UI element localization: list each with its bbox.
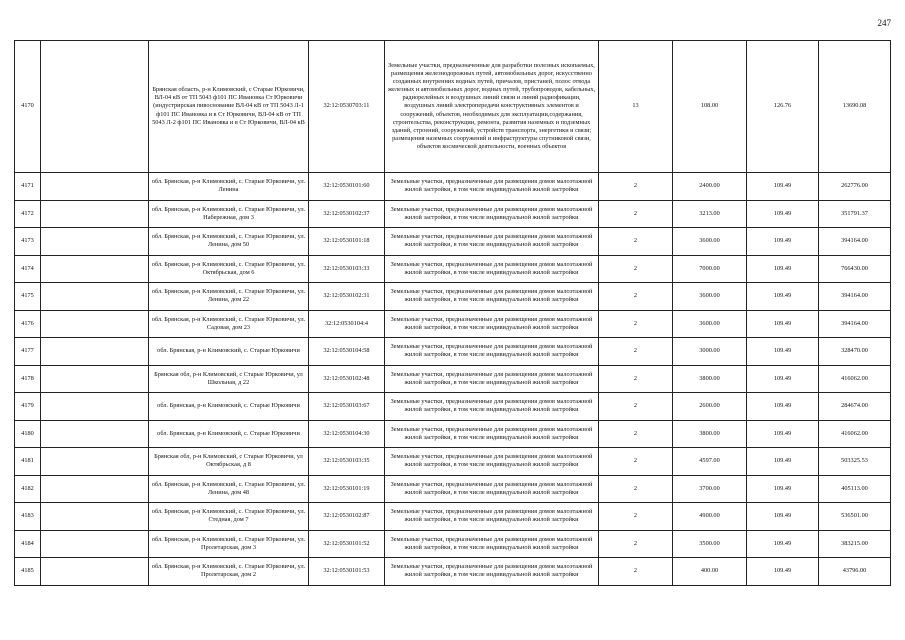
table-body: [15, 41, 891, 586]
area-cell: 108.00: [673, 41, 747, 173]
table-row: [15, 338, 891, 366]
cadastral-number-cell: 32:12:0530103:33: [309, 255, 385, 283]
cadastral-number-cell: 32:12:0530104:58: [309, 338, 385, 366]
row-number-cell: 4181: [15, 448, 41, 476]
address-cell: обл. Брянская, р-н Климовский, с. Старые Юрковичи, ул. Пролетарская, дом 3: [149, 530, 309, 558]
address-cell: обл. Брянская, р-н Климовский, с. Старые Юрковичи, ул. Октябрьская, дом 6: [149, 255, 309, 283]
empty-cell: [41, 420, 149, 448]
use-group-cell: 2: [599, 475, 673, 503]
address-cell: обл. Брянская, р-н Климовский, с. Старые Юрковичи, ул. Ленина: [149, 173, 309, 201]
address-cell: Брянская область, р-н Климовский, с Старые Юрковичи, ВЛ-04 кВ от ТП 5043 ф101 ПС Ивановка Ст Юрковичи (индустрирская пивоснование ВЛ-04 кВ от ТП 5043 Л-1 ф101 ПС Ивановка и в Ст Юрковичи, ВЛ-04 кВ от ТП 5043 Л-2 ф101 ПС Ивановка и в Ст Юрковичи, ВЛ-04 кВ: [149, 41, 309, 173]
empty-cell: [41, 41, 149, 173]
page-number: 247: [877, 18, 891, 28]
area-cell: 4597.00: [673, 448, 747, 476]
specific-value-cell: 109.49: [747, 503, 819, 531]
cadastral-value-cell: 503325.53: [819, 448, 891, 476]
cadastral-value-cell: 394164.00: [819, 283, 891, 311]
permitted-use-cell: Земельные участки, предназначенные для размещения домов малоэтажной жилой застройки, в том числе индивидуальной жилой застройки: [385, 365, 599, 393]
area-cell: 3600.00: [673, 283, 747, 311]
permitted-use-cell: Земельные участки, предназначенные для размещения домов малоэтажной жилой застройки, в том числе индивидуальной жилой застройки: [385, 200, 599, 228]
permitted-use-cell: Земельные участки, предназначенные для размещения домов малоэтажной жилой застройки, в том числе индивидуальной жилой застройки: [385, 228, 599, 256]
row-number-cell: 4175: [15, 283, 41, 311]
address-cell: обл. Брянская, р-н Климовский, с. Старые Юрковичи, ул. Пролетарская, дом 2: [149, 558, 309, 586]
address-cell: обл. Брянская, р-н Климовский, с. Старые Юрковичи: [149, 393, 309, 421]
specific-value-cell: 109.49: [747, 255, 819, 283]
specific-value-cell: 109.49: [747, 420, 819, 448]
area-cell: 3800.00: [673, 365, 747, 393]
specific-value-cell: 109.49: [747, 283, 819, 311]
specific-value-cell: 109.49: [747, 475, 819, 503]
table-row: [15, 283, 891, 311]
permitted-use-cell: Земельные участки, предназначенные для размещения домов малоэтажной жилой застройки, в том числе индивидуальной жилой застройки: [385, 173, 599, 201]
specific-value-cell: 109.49: [747, 448, 819, 476]
empty-cell: [41, 475, 149, 503]
specific-value-cell: 109.49: [747, 310, 819, 338]
empty-cell: [41, 338, 149, 366]
row-number-cell: 4170: [15, 41, 41, 173]
row-number-cell: 4174: [15, 255, 41, 283]
use-group-cell: 2: [599, 283, 673, 311]
empty-cell: [41, 503, 149, 531]
cadastral-number-cell: 32:12:0530703:11: [309, 41, 385, 173]
row-number-cell: 4172: [15, 200, 41, 228]
cadastral-value-cell: 394164.00: [819, 310, 891, 338]
empty-cell: [41, 310, 149, 338]
table-row: [15, 365, 891, 393]
address-cell: обл. Брянская, р-н Климовский, с. Старые Юрковичи, ул. Садовая, дом 23: [149, 310, 309, 338]
use-group-cell: 2: [599, 558, 673, 586]
table-row: [15, 558, 891, 586]
table-row: [15, 393, 891, 421]
empty-cell: [41, 393, 149, 421]
table-row: [15, 530, 891, 558]
row-number-cell: 4177: [15, 338, 41, 366]
permitted-use-cell: Земельные участки, предназначенные для размещения домов малоэтажной жилой застройки, в том числе индивидуальной жилой застройки: [385, 530, 599, 558]
permitted-use-cell: Земельные участки, предназначенные для размещения домов малоэтажной жилой застройки, в том числе индивидуальной жилой застройки: [385, 503, 599, 531]
specific-value-cell: 109.49: [747, 558, 819, 586]
row-number-cell: 4180: [15, 420, 41, 448]
use-group-cell: 2: [599, 173, 673, 201]
use-group-cell: 2: [599, 448, 673, 476]
area-cell: 2600.00: [673, 393, 747, 421]
cadastral-number-cell: 32:12:0530101:53: [309, 558, 385, 586]
row-number-cell: 4182: [15, 475, 41, 503]
area-cell: 3600.00: [673, 228, 747, 256]
cadastral-value-cell: 284674.00: [819, 393, 891, 421]
permitted-use-cell: Земельные участки, предназначенные для размещения домов малоэтажной жилой застройки, в том числе индивидуальной жилой застройки: [385, 283, 599, 311]
area-cell: 4900.00: [673, 503, 747, 531]
row-number-cell: 4183: [15, 503, 41, 531]
table-row: [15, 173, 891, 201]
empty-cell: [41, 228, 149, 256]
specific-value-cell: 109.49: [747, 338, 819, 366]
address-cell: обл. Брянская, р-н Климовский, с. Старые Юрковичи: [149, 420, 309, 448]
row-number-cell: 4173: [15, 228, 41, 256]
empty-cell: [41, 558, 149, 586]
address-cell: обл. Брянская, р-н Климовский, с. Старые Юрковичи: [149, 338, 309, 366]
cadastral-number-cell: 32:12:0530104:4: [309, 310, 385, 338]
permitted-use-cell: Земельные участки, предназначенные для размещения домов малоэтажной жилой застройки, в том числе индивидуальной жилой застройки: [385, 255, 599, 283]
cadastral-value-cell: 766430.00: [819, 255, 891, 283]
use-group-cell: 13: [599, 41, 673, 173]
area-cell: 3600.00: [673, 310, 747, 338]
cadastral-number-cell: 32:12:0530101:60: [309, 173, 385, 201]
permitted-use-cell: Земельные участки, предназначенные для разработки полезных ископаемых, размещения железнодорожных путей, автомобильных дорог, искусственно созданных внутренних водных путей, причалов, пристаней, полос отвода железных и автомобильных дорог, водных путей, трубопроводов, кабельных, радиорелейных и воздушных линий связи и линий радиофикации, воздушных линий электропередачи конструктивных элементов и сооружений, объектов, необходимых для эксплуатации,содержания, строительства, реконструкции, ремонта, развития наземных и подземных зданий, строений, сооружений, устройств транспорта, энергетики и связи; размещения наземных сооружений и инфраструктуры спутниковой связи, объектов космической деятельности, военных объектов: [385, 41, 599, 173]
cadastral-value-cell: 383215.00: [819, 530, 891, 558]
cadastral-number-cell: 32:12:0530101:18: [309, 228, 385, 256]
cadastral-value-cell: 416062.00: [819, 420, 891, 448]
row-number-cell: 4185: [15, 558, 41, 586]
permitted-use-cell: Земельные участки, предназначенные для размещения домов малоэтажной жилой застройки, в том числе индивидуальной жилой застройки: [385, 558, 599, 586]
specific-value-cell: 126.76: [747, 41, 819, 173]
empty-cell: [41, 255, 149, 283]
cadastral-value-cell: 536501.00: [819, 503, 891, 531]
table-row: [15, 475, 891, 503]
use-group-cell: 2: [599, 530, 673, 558]
area-cell: 3800.00: [673, 420, 747, 448]
permitted-use-cell: Земельные участки, предназначенные для размещения домов малоэтажной жилой застройки, в том числе индивидуальной жилой застройки: [385, 393, 599, 421]
cadastral-number-cell: 32:12:0530103:35: [309, 448, 385, 476]
permitted-use-cell: Земельные участки, предназначенные для размещения домов малоэтажной жилой застройки, в том числе индивидуальной жилой застройки: [385, 338, 599, 366]
use-group-cell: 2: [599, 393, 673, 421]
table-row: [15, 41, 891, 173]
specific-value-cell: 109.49: [747, 365, 819, 393]
address-cell: обл. Брянская, р-н Климовский, с. Старые Юрковичи, ул. Ленина, дом 22: [149, 283, 309, 311]
address-cell: Брянская обл, р-н Климовский, с Старые Юрковичи, ул Октябрьская, д 8: [149, 448, 309, 476]
address-cell: обл. Брянская, р-н Климовский, с. Старые Юрковичи, ул. Стедная, дом 7: [149, 503, 309, 531]
empty-cell: [41, 283, 149, 311]
specific-value-cell: 109.49: [747, 200, 819, 228]
use-group-cell: 2: [599, 338, 673, 366]
cadastral-number-cell: 32:12:0530102:37: [309, 200, 385, 228]
empty-cell: [41, 173, 149, 201]
use-group-cell: 2: [599, 228, 673, 256]
row-number-cell: 4178: [15, 365, 41, 393]
row-number-cell: 4171: [15, 173, 41, 201]
cadastral-value-cell: 394164.00: [819, 228, 891, 256]
cadastral-value-cell: 416062.00: [819, 365, 891, 393]
address-cell: обл. Брянская, р-н Климовский, с. Старые Юрковичи, ул. Ленина, дом 50: [149, 228, 309, 256]
table-row: [15, 420, 891, 448]
cadastral-number-cell: 32:12:0530103:67: [309, 393, 385, 421]
area-cell: 2400.00: [673, 173, 747, 201]
permitted-use-cell: Земельные участки, предназначенные для размещения домов малоэтажной жилой застройки, в том числе индивидуальной жилой застройки: [385, 310, 599, 338]
use-group-cell: 2: [599, 420, 673, 448]
specific-value-cell: 109.49: [747, 173, 819, 201]
cadastral-number-cell: 32:12:0530102:31: [309, 283, 385, 311]
cadastral-value-cell: 328470.00: [819, 338, 891, 366]
address-cell: обл. Брянская, р-н Климовский, с. Старые Юрковичи, ул. Набережная, дом 3: [149, 200, 309, 228]
area-cell: 3500.00: [673, 530, 747, 558]
cadastral-number-cell: 32:12:0530102:48: [309, 365, 385, 393]
row-number-cell: 4184: [15, 530, 41, 558]
area-cell: 7000.00: [673, 255, 747, 283]
cadastral-number-cell: 32:12:0530102:87: [309, 503, 385, 531]
cadastral-value-cell: 43796.00: [819, 558, 891, 586]
area-cell: 400.00: [673, 558, 747, 586]
empty-cell: [41, 365, 149, 393]
empty-cell: [41, 200, 149, 228]
table-row: [15, 503, 891, 531]
empty-cell: [41, 448, 149, 476]
area-cell: 3000.00: [673, 338, 747, 366]
cadastral-value-cell: 262776.00: [819, 173, 891, 201]
use-group-cell: 2: [599, 503, 673, 531]
cadastral-number-cell: 32:12:0530104:30: [309, 420, 385, 448]
row-number-cell: 4176: [15, 310, 41, 338]
table-row: [15, 200, 891, 228]
permitted-use-cell: Земельные участки, предназначенные для размещения домов малоэтажной жилой застройки, в том числе индивидуальной жилой застройки: [385, 475, 599, 503]
table-row: [15, 228, 891, 256]
address-cell: Брянская обл, р-н Климовский, с Старые Юрковичи, ул Школьная, д 22: [149, 365, 309, 393]
use-group-cell: 2: [599, 310, 673, 338]
use-group-cell: 2: [599, 255, 673, 283]
address-cell: обл. Брянская, р-н Климовский, с. Старые Юрковичи, ул. Ленина, дом 48: [149, 475, 309, 503]
row-number-cell: 4179: [15, 393, 41, 421]
use-group-cell: 2: [599, 200, 673, 228]
table-row: [15, 310, 891, 338]
specific-value-cell: 109.49: [747, 228, 819, 256]
cadastral-value-table: [14, 40, 891, 586]
cadastral-number-cell: 32:12:0530101:52: [309, 530, 385, 558]
use-group-cell: 2: [599, 365, 673, 393]
table-row: [15, 255, 891, 283]
specific-value-cell: 109.49: [747, 530, 819, 558]
cadastral-value-cell: 405113.00: [819, 475, 891, 503]
table-row: [15, 448, 891, 476]
area-cell: 3700.00: [673, 475, 747, 503]
cadastral-value-cell: 13690.08: [819, 41, 891, 173]
empty-cell: [41, 530, 149, 558]
specific-value-cell: 109.49: [747, 393, 819, 421]
cadastral-number-cell: 32:12:0530101:19: [309, 475, 385, 503]
area-cell: 3213.00: [673, 200, 747, 228]
permitted-use-cell: Земельные участки, предназначенные для размещения домов малоэтажной жилой застройки, в том числе индивидуальной жилой застройки: [385, 448, 599, 476]
permitted-use-cell: Земельные участки, предназначенные для размещения домов малоэтажной жилой застройки, в том числе индивидуальной жилой застройки: [385, 420, 599, 448]
cadastral-value-cell: 351791.37: [819, 200, 891, 228]
